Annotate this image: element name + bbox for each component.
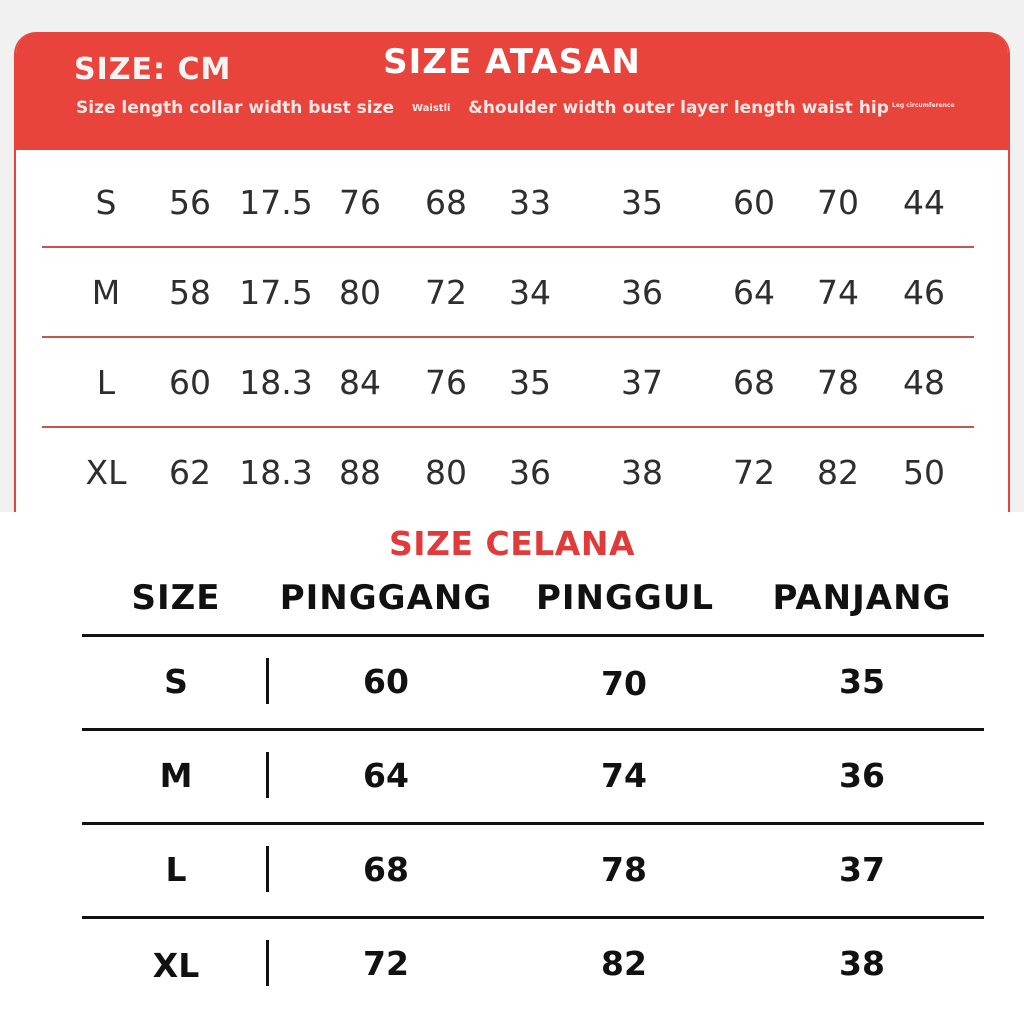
value-cell: 34	[509, 273, 551, 312]
pinggul-value: 70	[601, 664, 647, 703]
value-cell: 17.5	[239, 273, 313, 312]
panjang-value: 36	[839, 756, 885, 795]
column-divider	[266, 940, 269, 986]
value-cell: 60	[169, 363, 211, 402]
value-cell: 72	[425, 273, 467, 312]
table-rule	[82, 822, 984, 825]
value-cell: 74	[817, 273, 859, 312]
table-rule	[82, 634, 984, 637]
celana-size-l: L	[165, 850, 187, 889]
value-cell: 88	[339, 453, 381, 492]
value-cell: 50	[903, 453, 945, 492]
size-cell: M	[91, 273, 121, 312]
value-cell: 17.5	[239, 183, 313, 222]
pinggang-value: 68	[363, 850, 409, 889]
value-cell: 84	[339, 363, 381, 402]
value-cell: 60	[733, 183, 775, 222]
value-cell: 70	[817, 183, 859, 222]
panjang-value: 38	[839, 944, 885, 983]
table-rule	[82, 728, 984, 731]
header-size: SIZE	[131, 578, 221, 618]
size-cell: S	[95, 183, 117, 222]
value-cell: 18.3	[239, 453, 313, 492]
value-cell: 35	[509, 363, 551, 402]
value-cell: 62	[169, 453, 211, 492]
value-cell: 68	[425, 183, 467, 222]
value-cell: 56	[169, 183, 211, 222]
column-headers-part-1: Size length collar width bust size	[76, 98, 395, 118]
column-headers-part-2: Waistli	[412, 103, 451, 114]
column-divider	[266, 658, 269, 704]
celana-size-s: S	[164, 662, 188, 701]
pinggul-value: 74	[601, 756, 647, 795]
atasan-row-l	[42, 338, 974, 428]
size-cell: L	[96, 363, 116, 402]
value-cell: 76	[425, 363, 467, 402]
size-atasan-card	[14, 32, 1010, 512]
value-cell: 48	[903, 363, 945, 402]
panjang-value: 37	[839, 850, 885, 889]
value-cell: 44	[903, 183, 945, 222]
value-cell: 36	[621, 273, 663, 312]
value-cell: 76	[339, 183, 381, 222]
value-cell: 80	[425, 453, 467, 492]
value-cell: 38	[621, 453, 663, 492]
value-cell: 37	[621, 363, 663, 402]
value-cell: 82	[817, 453, 859, 492]
value-cell: 36	[509, 453, 551, 492]
value-cell: 80	[339, 273, 381, 312]
value-cell: 18.3	[239, 363, 313, 402]
size-cell: XL	[85, 453, 127, 492]
value-cell: 72	[733, 453, 775, 492]
pinggang-value: 60	[363, 662, 409, 701]
unit-label: SIZE: CM	[74, 52, 232, 87]
celana-size-m: M	[159, 756, 193, 795]
table-rule	[82, 916, 984, 919]
size-celana-title: SIZE CELANA	[389, 524, 635, 563]
pinggang-value: 64	[363, 756, 409, 795]
size-atasan-title: SIZE ATASAN	[383, 42, 641, 82]
value-cell: 64	[733, 273, 775, 312]
value-cell: 68	[733, 363, 775, 402]
header-pinggul: PINGGUL	[535, 578, 715, 618]
pinggang-value: 72	[363, 944, 409, 983]
column-divider	[266, 752, 269, 798]
value-cell: 46	[903, 273, 945, 312]
column-headers-part-3: &houlder width outer layer length waist hip	[468, 98, 889, 118]
value-cell: 33	[509, 183, 551, 222]
column-divider	[266, 846, 269, 892]
atasan-row-m	[42, 248, 974, 338]
column-headers-part-4: Leg circumference	[892, 102, 955, 109]
value-cell: 78	[817, 363, 859, 402]
value-cell: 35	[621, 183, 663, 222]
header-pinggang: PINGGANG	[279, 578, 493, 618]
atasan-row-s	[42, 158, 974, 248]
size-atasan-header	[16, 32, 1008, 150]
celana-size-xl: XL	[152, 946, 200, 985]
pinggul-value: 82	[601, 944, 647, 983]
atasan-row-xl	[42, 428, 974, 512]
pinggul-value: 78	[601, 850, 647, 889]
header-panjang: PANJANG	[772, 578, 952, 618]
panjang-value: 35	[839, 662, 885, 701]
value-cell: 58	[169, 273, 211, 312]
